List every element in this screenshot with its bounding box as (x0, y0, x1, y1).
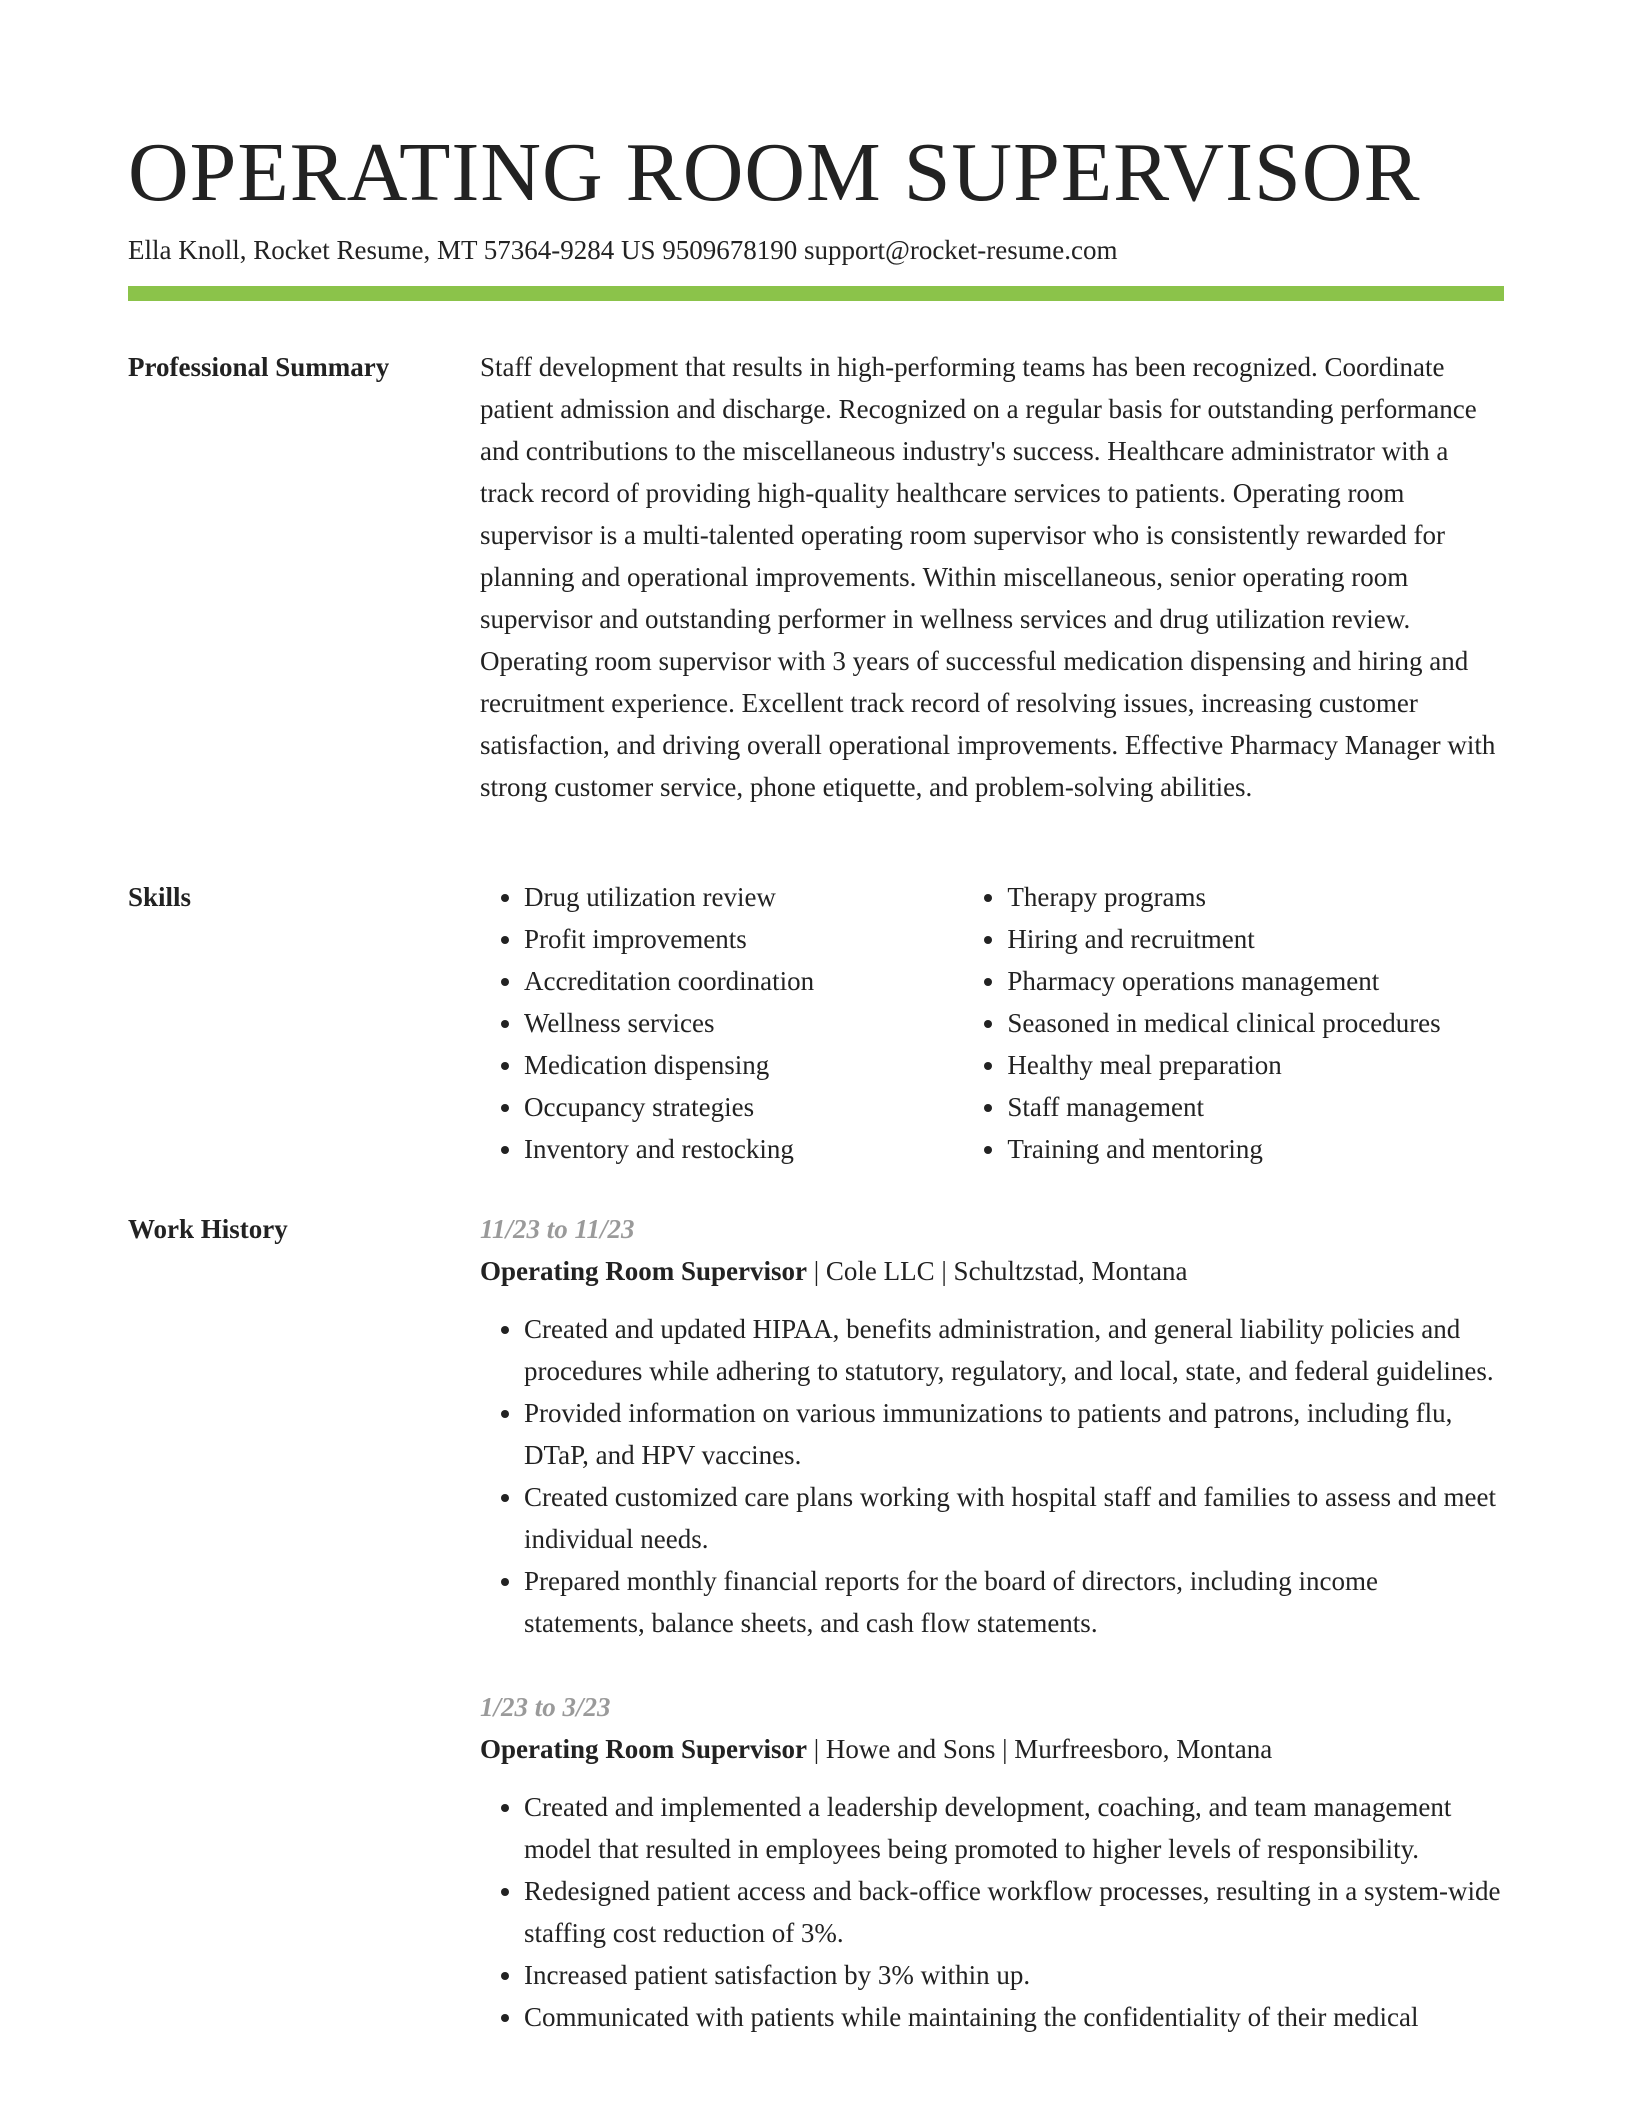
job-bullets (480, 1786, 1504, 2038)
job-title: Operating Room Supervisor (480, 1734, 807, 1764)
skill-item: • Inventory and restocking (524, 1128, 963, 1170)
job-bullet: • Created and updated HIPAA, benefits administration, and general liability policies and procedures while adhering to statutory, regulatory, and local, state, and federal guidelines. (524, 1308, 1504, 1392)
skills-list-right (963, 876, 1504, 1170)
job-title: Operating Room Supervisor (480, 1256, 807, 1286)
job-bullet: • Prepared monthly financial reports for the board of directors, including income statements, balance sheets, and cash flow statements. (524, 1560, 1504, 1644)
skill-item: • Accreditation coordination (524, 960, 963, 1002)
job-entry (480, 1686, 1504, 2038)
job-bullet: • Communicated with patients while maintaining the confidentiality of their medical (524, 1996, 1504, 2038)
job-heading (480, 1250, 1504, 1292)
summary-text: Staff development that results in high-performing teams has been recognized. Coordinate patient admission and discharge. Recognized on a regular basis for outstanding performance and contributions to the miscellaneous industry's success. Healthcare administrator with a track record of providing high-quality healthcare services to patients. Operating room supervisor is a multi-talented operating room supervisor who is consistently rewarded for planning and operational improvements. Within miscellaneous, senior operating room supervisor and outstanding performer in wellness services and drug utilization review. Operating room supervisor with 3 years of successful medication dispensing and hiring and recruitment experience. Excellent track record of resolving issues, increasing customer satisfaction, and driving overall operational improvements. Effective Pharmacy Manager with strong customer service, phone etiquette, and problem-solving abilities. (480, 352, 1496, 802)
skill-item: • Therapy programs (1007, 876, 1504, 918)
skill-item: • Occupancy strategies (524, 1086, 963, 1128)
skill-item: • Staff management (1007, 1086, 1504, 1128)
skill-item: • Healthy meal preparation (1007, 1044, 1504, 1086)
job-bullet: • Redesigned patient access and back-office workflow processes, resulting in a system-wide staffing cost reduction of 3%. (524, 1870, 1504, 1954)
job-entry (480, 1208, 1504, 1644)
skill-item: • Pharmacy operations management (1007, 960, 1504, 1002)
resume-title: OPERATING ROOM SUPERVISOR (128, 126, 1421, 219)
skill-item: • Drug utilization review (524, 876, 963, 918)
job-bullet: • Provided information on various immunizations to patients and patrons, including flu, DTaP, and HPV vaccines. (524, 1392, 1504, 1476)
job-bullet: • Created customized care plans working with hospital staff and families to assess and meet individual needs. (524, 1476, 1504, 1560)
skill-item: • Training and mentoring (1007, 1128, 1504, 1170)
job-employer-location: | Howe and Sons | Murfreesboro, Montana (807, 1734, 1273, 1764)
job-heading (480, 1728, 1504, 1770)
work-history-heading: Work History (128, 1214, 288, 1244)
job-bullet: • Created and implemented a leadership development, coaching, and team management model that resulted in employees being promoted to higher levels of responsibility. (524, 1786, 1504, 1870)
skills-list-left (480, 876, 963, 1170)
work-history-body (480, 1208, 1504, 2038)
summary-body (480, 346, 1504, 808)
skills-heading: Skills (128, 882, 192, 912)
skill-item: • Medication dispensing (524, 1044, 963, 1086)
skills-body (480, 876, 1504, 1170)
summary-heading: Professional Summary (128, 352, 390, 382)
skill-item: • Wellness services (524, 1002, 963, 1044)
skills-columns (480, 876, 1504, 1170)
job-bullet: • Increased patient satisfaction by 3% within up. (524, 1954, 1504, 1996)
job-employer-location: | Cole LLC | Schultzstad, Montana (807, 1256, 1188, 1286)
job-bullets (480, 1308, 1504, 1644)
skill-item: • Hiring and recruitment (1007, 918, 1504, 960)
header-divider (128, 286, 1504, 301)
job-dates: 1/23 to 3/23 (480, 1692, 611, 1722)
job-dates: 11/23 to 11/23 (480, 1214, 635, 1244)
skill-item: • Profit improvements (524, 918, 963, 960)
skill-item: • Seasoned in medical clinical procedures (1007, 1002, 1504, 1044)
contact-line: Ella Knoll, Rocket Resume, MT 57364-9284 US 9509678190 support@rocket-resume.com (128, 235, 1118, 265)
